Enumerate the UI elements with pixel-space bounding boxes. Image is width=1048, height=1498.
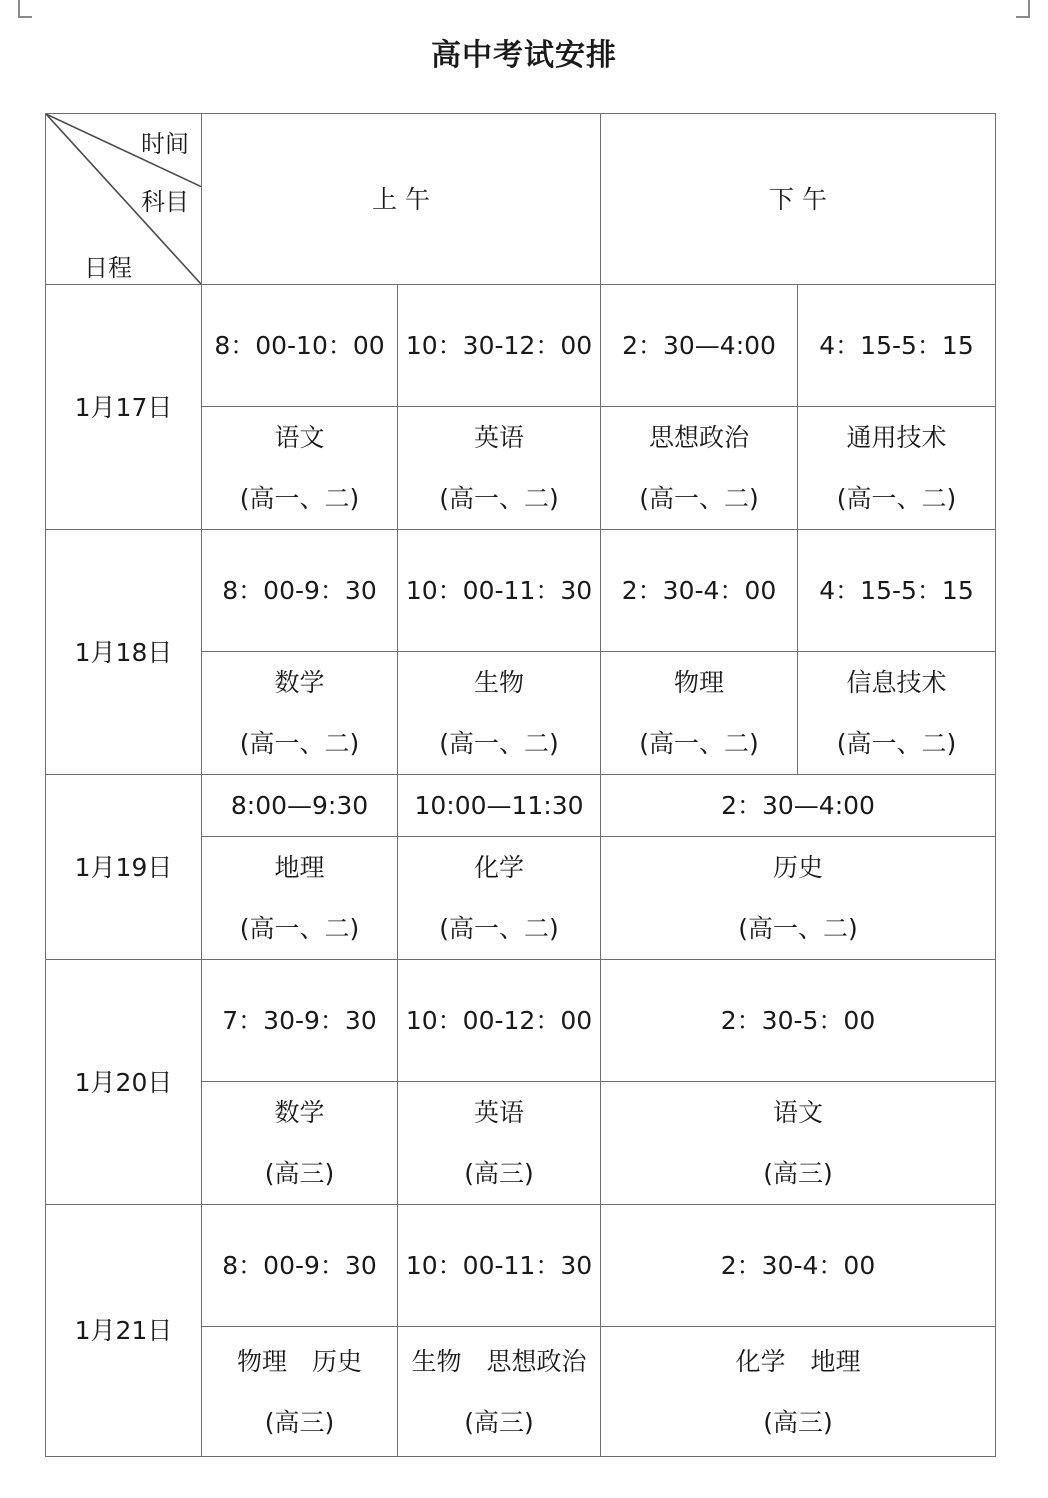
time-cell: 2：30-4：00 bbox=[601, 530, 798, 652]
subject-grade: (高三) bbox=[763, 1159, 833, 1188]
subject-name: 化学 bbox=[474, 853, 525, 882]
date-cell: 1月19日 bbox=[46, 775, 202, 960]
time-cell: 4：15-5：15 bbox=[798, 530, 996, 652]
subject-name: 地理 bbox=[274, 853, 325, 882]
time-cell: 10：30-12：00 bbox=[398, 285, 601, 407]
time-cell: 2：30-5：00 bbox=[601, 960, 996, 1082]
subject-name: 历史 bbox=[773, 853, 824, 882]
subject-name: 化学 地理 bbox=[735, 1346, 861, 1376]
time-cell: 8：00-10：00 bbox=[202, 285, 398, 407]
subject-grade: (高一、二) bbox=[239, 484, 360, 513]
subject-cell bbox=[398, 1082, 601, 1205]
subject-cell bbox=[601, 1082, 996, 1205]
subject-name: 英语 bbox=[474, 1098, 525, 1127]
date-cell: 1月20日 bbox=[46, 960, 202, 1205]
subject-name: 英语 bbox=[474, 423, 525, 452]
subject-name: 数学 bbox=[274, 1098, 325, 1127]
day-time-row bbox=[46, 960, 996, 1082]
subject-cell bbox=[601, 1327, 996, 1457]
header-pm: 下 午 bbox=[601, 114, 996, 285]
date-cell: 1月21日 bbox=[46, 1205, 202, 1457]
subject-grade: (高一、二) bbox=[439, 914, 559, 943]
subject-grade: (高一、二) bbox=[738, 914, 858, 943]
subject-cell bbox=[601, 652, 798, 775]
subject-name: 物理 bbox=[674, 668, 725, 697]
subject-grade: (高一、二) bbox=[239, 729, 360, 758]
diagonal-header-cell bbox=[46, 114, 202, 285]
subject-grade: (高一、二) bbox=[836, 729, 957, 758]
time-cell: 2：30-4：00 bbox=[601, 1205, 996, 1327]
subject-cell bbox=[798, 652, 996, 775]
subject-cell bbox=[202, 407, 398, 530]
header-am: 上 午 bbox=[202, 114, 601, 285]
time-cell: 7：30-9：30 bbox=[202, 960, 398, 1082]
subject-name: 通用技术 bbox=[846, 423, 947, 452]
subject-name: 物理 历史 bbox=[236, 1346, 362, 1376]
subject-grade: (高一、二) bbox=[439, 729, 559, 758]
subject-grade: (高三) bbox=[464, 1159, 534, 1188]
time-cell: 8：00-9：30 bbox=[202, 1205, 398, 1327]
subject-grade: (高三) bbox=[464, 1407, 534, 1437]
exam-schedule-table bbox=[45, 113, 996, 1457]
subject-cell bbox=[202, 652, 398, 775]
subject-grade: (高三) bbox=[264, 1159, 335, 1188]
subject-name: 思想政治 bbox=[649, 423, 750, 452]
time-cell: 2：30—4:00 bbox=[601, 285, 798, 407]
subject-cell bbox=[398, 407, 601, 530]
subject-name: 信息技术 bbox=[846, 668, 947, 697]
time-cell: 2：30—4:00 bbox=[601, 775, 996, 837]
subject-cell bbox=[798, 407, 996, 530]
subject-cell bbox=[398, 1327, 601, 1457]
time-cell: 8:00—9:30 bbox=[202, 775, 398, 837]
time-cell: 10：00-11：30 bbox=[398, 1205, 601, 1327]
time-cell: 8：00-9：30 bbox=[202, 530, 398, 652]
page-corner-mark-right bbox=[1016, 0, 1030, 18]
subject-cell bbox=[202, 1327, 398, 1457]
subject-name: 数学 bbox=[274, 668, 325, 697]
header-time-label: 时间 bbox=[141, 130, 189, 158]
header-schedule-label: 日程 bbox=[84, 254, 132, 282]
subject-cell bbox=[398, 837, 601, 960]
subject-name: 生物 bbox=[474, 668, 525, 697]
subject-cell bbox=[601, 407, 798, 530]
subject-cell bbox=[202, 837, 398, 960]
header-row bbox=[46, 114, 996, 285]
subject-grade: (高三) bbox=[264, 1407, 335, 1437]
header-subject-label: 科目 bbox=[141, 188, 189, 216]
subject-cell bbox=[601, 837, 996, 960]
subject-grade: (高一、二) bbox=[439, 484, 559, 513]
date-cell: 1月17日 bbox=[46, 285, 202, 530]
day-time-row bbox=[46, 775, 996, 837]
subject-cell bbox=[202, 1082, 398, 1205]
subject-name: 语文 bbox=[274, 423, 325, 452]
subject-grade: (高三) bbox=[763, 1407, 833, 1437]
day-time-row bbox=[46, 285, 996, 407]
time-cell: 10:00—11:30 bbox=[398, 775, 601, 837]
page-title: 高中考试安排 bbox=[431, 38, 617, 73]
day-time-row bbox=[46, 1205, 996, 1327]
subject-name: 生物 思想政治 bbox=[411, 1346, 587, 1376]
subject-grade: (高一、二) bbox=[239, 914, 360, 943]
time-cell: 4：15-5：15 bbox=[798, 285, 996, 407]
date-cell: 1月18日 bbox=[46, 530, 202, 775]
subject-grade: (高一、二) bbox=[836, 484, 957, 513]
subject-cell bbox=[398, 652, 601, 775]
subject-name: 语文 bbox=[773, 1098, 824, 1127]
page-corner-mark-left bbox=[18, 0, 32, 18]
subject-grade: (高一、二) bbox=[639, 729, 759, 758]
day-time-row bbox=[46, 530, 996, 652]
time-cell: 10：00-11：30 bbox=[398, 530, 601, 652]
time-cell: 10：00-12：00 bbox=[398, 960, 601, 1082]
subject-grade: (高一、二) bbox=[639, 484, 759, 513]
